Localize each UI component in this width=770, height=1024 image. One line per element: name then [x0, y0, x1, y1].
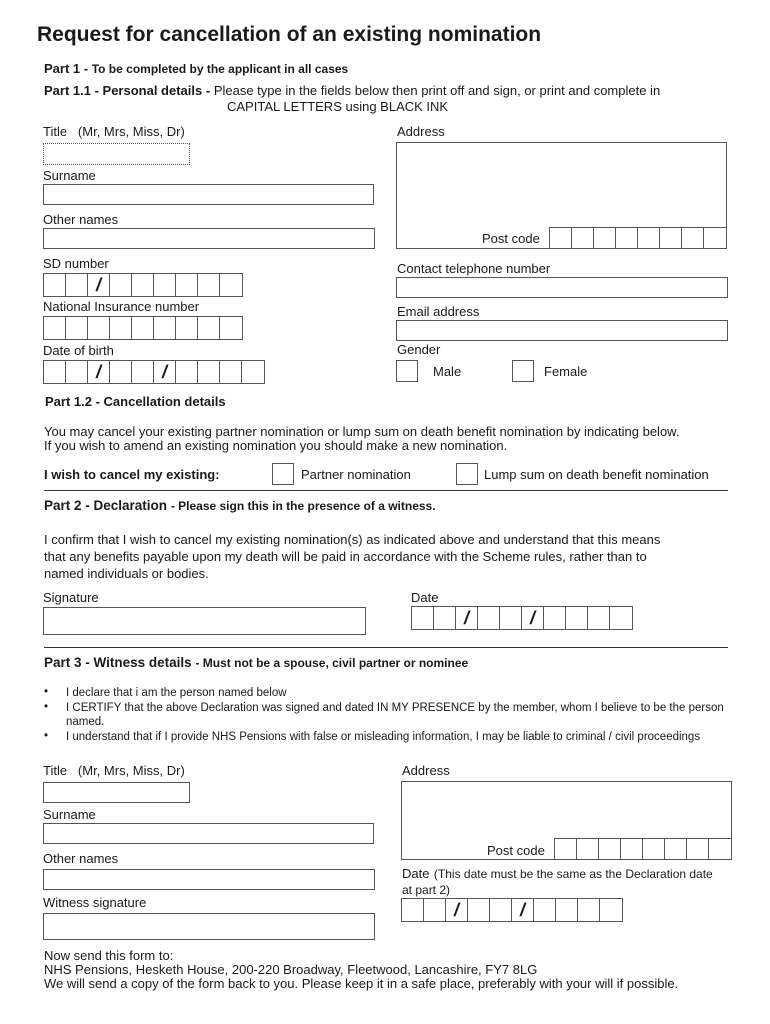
- ni-cell[interactable]: [110, 317, 132, 339]
- dob-label: Date of birth: [43, 343, 114, 358]
- part1-heading-sub: To be completed by the applicant in all cases: [91, 62, 349, 76]
- sd-cell[interactable]: [220, 274, 242, 296]
- bullet-icon: •: [44, 701, 49, 713]
- ni-number-field[interactable]: [43, 316, 243, 340]
- witness-date-label: [402, 866, 742, 898]
- witness-surname-label: Surname: [43, 807, 96, 822]
- part11-instruction-1: Please type in the fields below then print off and sign, or print and complete in: [213, 83, 661, 98]
- part11-heading: Part 1.1 - Personal details -: [44, 83, 211, 98]
- phone-field[interactable]: [396, 277, 728, 298]
- lump-sum-label: Lump sum on death benefit nomination: [484, 467, 709, 482]
- male-label: Male: [433, 364, 462, 379]
- footer-line-1: Now send this form to:: [44, 948, 174, 963]
- part1-heading: [44, 61, 348, 76]
- dob-cell[interactable]: [198, 361, 220, 383]
- witness-other-names-field[interactable]: [43, 869, 375, 890]
- date-cell[interactable]: [588, 607, 610, 629]
- date-cell[interactable]: [434, 607, 456, 629]
- dob-cell[interactable]: [132, 361, 154, 383]
- title-label: [43, 124, 185, 139]
- post-code-cell[interactable]: [599, 839, 621, 860]
- dob-cell[interactable]: [66, 361, 88, 383]
- witness-date-note-2: at part 2): [402, 883, 451, 897]
- date-cell[interactable]: [424, 899, 446, 921]
- title-field[interactable]: [43, 143, 190, 165]
- date-cell[interactable]: [556, 899, 578, 921]
- sd-cell[interactable]: [154, 274, 176, 296]
- sd-cell[interactable]: [198, 274, 220, 296]
- sd-cell[interactable]: [44, 274, 66, 296]
- date-separator: /: [522, 607, 544, 629]
- witness-date-text: Date: [402, 866, 430, 881]
- other-names-label: Other names: [43, 212, 119, 227]
- post-code-cell[interactable]: [687, 839, 709, 860]
- witness-title-field[interactable]: [43, 782, 190, 803]
- witness-title-text: Title: [43, 763, 68, 778]
- dob-cell[interactable]: [110, 361, 132, 383]
- surname-label: Surname: [43, 168, 96, 183]
- partner-nomination-checkbox[interactable]: [272, 463, 294, 485]
- date-cell[interactable]: [578, 899, 600, 921]
- witness-title-label: [43, 763, 185, 778]
- part2-text-1: I confirm that I wish to cancel my existing nomination(s) as indicated above and understand that this means: [44, 532, 661, 547]
- divider: [44, 647, 728, 648]
- witness-signature-label: Witness signature: [43, 895, 147, 910]
- bullet-item: I declare that i am the person named below: [66, 687, 287, 699]
- date-separator: /: [512, 899, 534, 921]
- post-code-label: Post code: [482, 231, 540, 246]
- post-code-cell[interactable]: [555, 839, 577, 860]
- sd-number-field[interactable]: [43, 273, 243, 297]
- witness-post-code-field[interactable]: [554, 838, 731, 860]
- post-code-cell[interactable]: [682, 228, 704, 249]
- witness-address-label: Address: [402, 763, 450, 778]
- part2-text-3: named individuals or bodies.: [44, 566, 209, 581]
- date-cell[interactable]: [600, 899, 622, 921]
- post-code-field[interactable]: [549, 227, 726, 249]
- sd-cell[interactable]: [132, 274, 154, 296]
- witness-date-field[interactable]: [401, 898, 623, 922]
- footer-line-3: We will send a copy of the form back to you. Please keep it in a safe place, preferably with your will if possible.: [44, 976, 679, 991]
- part11-heading-line: [44, 83, 660, 98]
- declaration-date-label: Date: [411, 590, 439, 605]
- part2-text-2: that any benefits payable upon my death will be paid in accordance with the Scheme rules, rather than to: [44, 549, 647, 564]
- date-separator: /: [456, 607, 478, 629]
- female-label: Female: [544, 364, 588, 379]
- part2-heading-label: Part 2 - Declaration: [44, 498, 168, 513]
- footer-address: NHS Pensions, Hesketh House, 200-220 Broadway, Fleetwood, Lancashire, FY7 8LG: [44, 962, 538, 977]
- part12-text-2: If you wish to amend an existing nomination you should make a new nomination.: [44, 438, 508, 453]
- dob-cell[interactable]: [242, 361, 264, 383]
- dob-separator: /: [154, 361, 176, 383]
- date-cell[interactable]: [490, 899, 512, 921]
- declaration-date-field[interactable]: [411, 606, 633, 630]
- sd-cell[interactable]: [110, 274, 132, 296]
- email-field[interactable]: [396, 320, 728, 341]
- sd-separator: /: [88, 274, 110, 296]
- post-code-cell[interactable]: [660, 228, 682, 249]
- gender-label: Gender: [397, 342, 441, 357]
- witness-post-code-label: Post code: [487, 843, 545, 858]
- date-cell[interactable]: [412, 607, 434, 629]
- ni-cell[interactable]: [66, 317, 88, 339]
- ni-cell[interactable]: [220, 317, 242, 339]
- witness-surname-field[interactable]: [43, 823, 374, 844]
- post-code-cell[interactable]: [638, 228, 660, 249]
- part2-heading: [44, 498, 436, 513]
- female-checkbox[interactable]: [512, 360, 534, 382]
- dob-separator: /: [88, 361, 110, 383]
- post-code-cell[interactable]: [643, 839, 665, 860]
- date-cell[interactable]: [402, 899, 424, 921]
- post-code-cell[interactable]: [709, 839, 731, 860]
- ni-cell[interactable]: [176, 317, 198, 339]
- title-options: (Mr, Mrs, Miss, Dr): [77, 124, 185, 139]
- part3-heading: [44, 655, 468, 670]
- sd-cell[interactable]: [66, 274, 88, 296]
- ni-cell[interactable]: [44, 317, 66, 339]
- ni-cell[interactable]: [88, 317, 110, 339]
- part3-heading-label: Part 3 - Witness details: [44, 655, 192, 670]
- sd-cell[interactable]: [176, 274, 198, 296]
- date-separator: /: [446, 899, 468, 921]
- post-code-cell[interactable]: [594, 228, 616, 249]
- witness-signature-field[interactable]: [43, 913, 375, 940]
- date-cell[interactable]: [544, 607, 566, 629]
- date-cell[interactable]: [534, 899, 556, 921]
- title-label-text: Title: [43, 124, 68, 139]
- signature-label: Signature: [43, 590, 99, 605]
- post-code-cell[interactable]: [621, 839, 643, 860]
- date-cell[interactable]: [500, 607, 522, 629]
- post-code-cell[interactable]: [665, 839, 687, 860]
- email-label: Email address: [397, 304, 480, 319]
- dob-cell[interactable]: [44, 361, 66, 383]
- date-cell[interactable]: [566, 607, 588, 629]
- witness-other-names-label: Other names: [43, 851, 119, 866]
- lump-sum-checkbox[interactable]: [456, 463, 478, 485]
- phone-label: Contact telephone number: [397, 261, 551, 276]
- divider: [44, 490, 728, 491]
- witness-date-note-1: (This date must be the same as the Declaration date: [433, 867, 713, 881]
- bullet-item: I CERTIFY that the above Declaration was signed and dated IN MY PRESENCE by the member, whom I believe to be the person named.: [66, 702, 724, 728]
- part11-instruction-2: CAPITAL LETTERS using BLACK INK: [227, 99, 449, 114]
- dob-cell[interactable]: [220, 361, 242, 383]
- signature-field[interactable]: [43, 607, 366, 635]
- witness-title-options: (Mr, Mrs, Miss, Dr): [77, 763, 185, 778]
- bullet-icon: •: [44, 686, 49, 698]
- ni-cell[interactable]: [198, 317, 220, 339]
- post-code-cell[interactable]: [572, 228, 594, 249]
- partner-nomination-label: Partner nomination: [301, 467, 411, 482]
- surname-field[interactable]: [43, 184, 374, 205]
- address-label: Address: [397, 124, 445, 139]
- cancel-label: I wish to cancel my existing:: [44, 467, 220, 482]
- post-code-cell[interactable]: [704, 228, 726, 249]
- part12-text-1: You may cancel your existing partner nomination or lump sum on death benefit nomination by indicating below.: [44, 424, 680, 439]
- part3-heading-sub: - Must not be a spouse, civil partner or nominee: [195, 656, 469, 670]
- date-cell[interactable]: [610, 607, 632, 629]
- page-title: Request for cancellation of an existing nomination: [37, 23, 542, 46]
- part2-heading-sub: - Please sign this in the presence of a witness.: [170, 499, 436, 513]
- post-code-cell[interactable]: [577, 839, 599, 860]
- other-names-field[interactable]: [43, 228, 375, 249]
- bullet-icon: •: [44, 730, 49, 742]
- ni-cell[interactable]: [154, 317, 176, 339]
- ni-number-label: National Insurance number: [43, 299, 200, 314]
- bullet-item: I understand that if I provide NHS Pensions with false or misleading information, I may be liable to criminal / civil proceedings: [66, 731, 701, 743]
- post-code-cell[interactable]: [550, 228, 572, 249]
- dob-field[interactable]: [43, 360, 265, 384]
- date-cell[interactable]: [478, 607, 500, 629]
- part1-heading-label: Part 1 -: [44, 61, 89, 76]
- part12-heading: Part 1.2 - Cancellation details: [45, 394, 226, 409]
- sd-number-label: SD number: [43, 256, 109, 271]
- dob-cell[interactable]: [176, 361, 198, 383]
- male-checkbox[interactable]: [396, 360, 418, 382]
- post-code-cell[interactable]: [616, 228, 638, 249]
- ni-cell[interactable]: [132, 317, 154, 339]
- date-cell[interactable]: [468, 899, 490, 921]
